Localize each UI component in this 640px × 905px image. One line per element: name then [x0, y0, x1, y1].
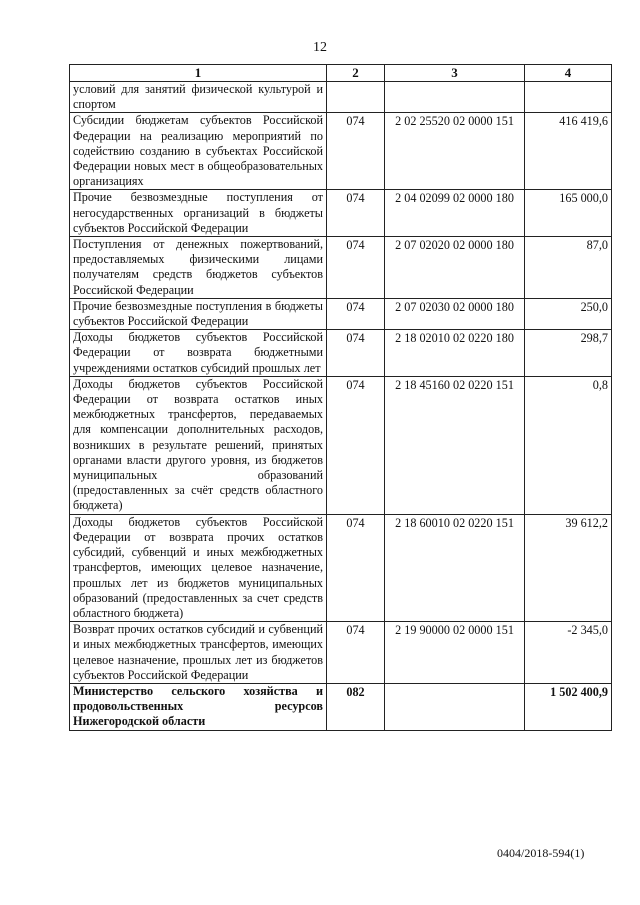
row-name-cell: Доходы бюджетов субъектов Российской Федерации от возврата остатков иных межбюджетных трансфертов, передаваемых для компенсации дополнительных расходов, возникших в результате решений, принятых органами власти другого уровня, из бюджетов муниципальных образований (предоставленных за счёт средств областного бюджета) [70, 376, 327, 514]
table-header-row [70, 65, 612, 82]
table-row [70, 683, 612, 730]
row-name-cell: Возврат прочих остатков субсидий и субвенций и иных межбюджетных трансфертов, имеющих целевое назначение, прошлых лет из бюджетов субъектов Российской Федерации [70, 622, 327, 684]
row-kbk-cell [385, 683, 525, 730]
table-row [70, 514, 612, 621]
row-name-cell: Доходы бюджетов субъектов Российской Федерации от возврата бюджетными учреждениями остатков субсидий прошлых лет [70, 330, 327, 377]
row-kbk-cell [385, 82, 525, 113]
row-amount-cell: 1 502 400,9 [525, 683, 612, 730]
row-amount-cell: 416 419,6 [525, 113, 612, 190]
row-amount-cell: 0,8 [525, 376, 612, 514]
document-code: 0404/2018-594(1) [497, 846, 585, 860]
row-amount-cell: 298,7 [525, 330, 612, 377]
header-col-1: 1 [70, 65, 327, 82]
row-kbk-cell: 2 04 02099 02 0000 180 [385, 190, 525, 237]
row-amount-cell [525, 82, 612, 113]
row-kbk-cell: 2 07 02020 02 0000 180 [385, 237, 525, 299]
row-kbk-cell: 2 18 45160 02 0220 151 [385, 376, 525, 514]
row-name-cell: условий для занятий физической культурой и спортом [70, 82, 327, 113]
row-name-cell: Субсидии бюджетам субъектов Российской Федерации на реализацию мероприятий по содействию созданию в субъектах Российской Федерации новых мест в общеобразовательных организациях [70, 113, 327, 190]
row-code-cell: 074 [327, 190, 385, 237]
row-name-cell: Прочие безвозмездные поступления от негосударственных организаций в бюджеты субъектов Российской Федерации [70, 190, 327, 237]
table-row [70, 622, 612, 684]
row-kbk-cell: 2 02 25520 02 0000 151 [385, 113, 525, 190]
header-col-2: 2 [327, 65, 385, 82]
header-col-3: 3 [385, 65, 525, 82]
row-code-cell: 082 [327, 683, 385, 730]
table-row [70, 190, 612, 237]
table-row [70, 298, 612, 329]
row-amount-cell: 87,0 [525, 237, 612, 299]
row-code-cell [327, 82, 385, 113]
table-body [70, 82, 612, 731]
table-row [70, 82, 612, 113]
row-name-cell: Министерство сельского хозяйства и продовольственных ресурсов Нижегородской области [70, 683, 327, 730]
row-kbk-cell: 2 18 02010 02 0220 180 [385, 330, 525, 377]
row-amount-cell: -2 345,0 [525, 622, 612, 684]
table-row [70, 376, 612, 514]
header-col-4: 4 [525, 65, 612, 82]
row-name-cell: Поступления от денежных пожертвований, предоставляемых физическими лицами получателям средств бюджетов субъектов Российской Федерации [70, 237, 327, 299]
row-kbk-cell: 2 18 60010 02 0220 151 [385, 514, 525, 621]
table-row [70, 330, 612, 377]
page-number: 12 [313, 40, 327, 55]
row-amount-cell: 165 000,0 [525, 190, 612, 237]
row-name-cell: Доходы бюджетов субъектов Российской Федерации от возврата прочих остатков субсидий, субвенций и иных межбюджетных трансфертов, имеющих целевое назначение, прошлых лет из бюджетов муниципальных образований (предоставленных за счет средств областного бюджета) [70, 514, 327, 621]
row-name-cell: Прочие безвозмездные поступления в бюджеты субъектов Российской Федерации [70, 298, 327, 329]
row-code-cell: 074 [327, 514, 385, 621]
table-row [70, 237, 612, 299]
row-kbk-cell: 2 19 90000 02 0000 151 [385, 622, 525, 684]
row-code-cell: 074 [327, 298, 385, 329]
row-code-cell: 074 [327, 376, 385, 514]
row-code-cell: 074 [327, 237, 385, 299]
row-amount-cell: 39 612,2 [525, 514, 612, 621]
row-code-cell: 074 [327, 113, 385, 190]
row-amount-cell: 250,0 [525, 298, 612, 329]
row-code-cell: 074 [327, 330, 385, 377]
row-kbk-cell: 2 07 02030 02 0000 180 [385, 298, 525, 329]
row-code-cell: 074 [327, 622, 385, 684]
budget-table [69, 64, 612, 731]
table-row [70, 113, 612, 190]
